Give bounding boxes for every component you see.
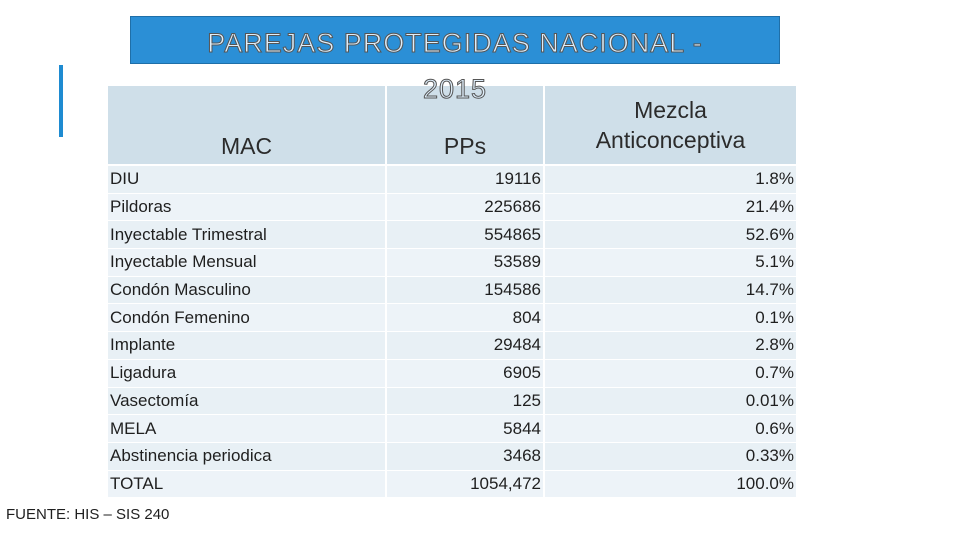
method-cell: Abstinencia periodica (108, 442, 386, 470)
pps-cell: 6905 (386, 359, 544, 387)
pps-cell: 5844 (386, 415, 544, 443)
table-row (108, 332, 796, 360)
table-row (108, 387, 796, 415)
pps-cell: 3468 (386, 442, 544, 470)
title-line-1: PAREJAS PROTEGIDAS NACIONAL - (207, 28, 703, 58)
table-row (108, 165, 796, 193)
header-pps: PPs (386, 86, 544, 165)
mix-cell: 21.4% (544, 193, 796, 221)
pps-cell: 29484 (386, 332, 544, 360)
table-row (108, 249, 796, 277)
mix-cell: 100.0% (544, 470, 796, 498)
method-cell: DIU (108, 165, 386, 193)
page-title (130, 20, 780, 112)
method-cell: Condón Masculino (108, 276, 386, 304)
method-cell: Implante (108, 332, 386, 360)
table-total-row (108, 470, 796, 498)
method-cell: MELA (108, 415, 386, 443)
header-mix-line-2: Anticonceptiva (595, 127, 746, 153)
table-row (108, 442, 796, 470)
mix-cell: 1.8% (544, 165, 796, 193)
pps-cell: 804 (386, 304, 544, 332)
title-line-2: 2015 (422, 74, 488, 104)
method-cell: Pildoras (108, 193, 386, 221)
table-row (108, 193, 796, 221)
pps-cell: 554865 (386, 221, 544, 249)
table-row (108, 304, 796, 332)
header-mix-line-1: Mezcla (634, 97, 707, 123)
method-cell: Condón Femenino (108, 304, 386, 332)
mix-cell: 14.7% (544, 276, 796, 304)
mix-cell: 0.7% (544, 359, 796, 387)
mix-cell: 0.6% (544, 415, 796, 443)
header-mac: MAC (108, 86, 386, 165)
table-body (108, 165, 796, 498)
method-cell: Ligadura (108, 359, 386, 387)
contraceptive-table (108, 86, 796, 498)
mix-cell: 5.1% (544, 249, 796, 277)
pps-cell: 53589 (386, 249, 544, 277)
pps-cell: 19116 (386, 165, 544, 193)
method-cell: Inyectable Mensual (108, 249, 386, 277)
pps-cell: 225686 (386, 193, 544, 221)
table-row (108, 221, 796, 249)
mix-cell: 0.33% (544, 442, 796, 470)
table-row (108, 415, 796, 443)
method-cell: Inyectable Trimestral (108, 221, 386, 249)
accent-bar (59, 65, 63, 137)
mix-cell: 2.8% (544, 332, 796, 360)
mix-cell: 0.01% (544, 387, 796, 415)
source-note: FUENTE: HIS – SIS 240 (6, 506, 170, 523)
table-row (108, 276, 796, 304)
mix-cell: 52.6% (544, 221, 796, 249)
pps-cell: 154586 (386, 276, 544, 304)
method-cell: TOTAL (108, 470, 386, 498)
mix-cell: 0.1% (544, 304, 796, 332)
method-cell: Vasectomía (108, 387, 386, 415)
pps-cell: 1054,472 (386, 470, 544, 498)
pps-cell: 125 (386, 387, 544, 415)
table-row (108, 359, 796, 387)
